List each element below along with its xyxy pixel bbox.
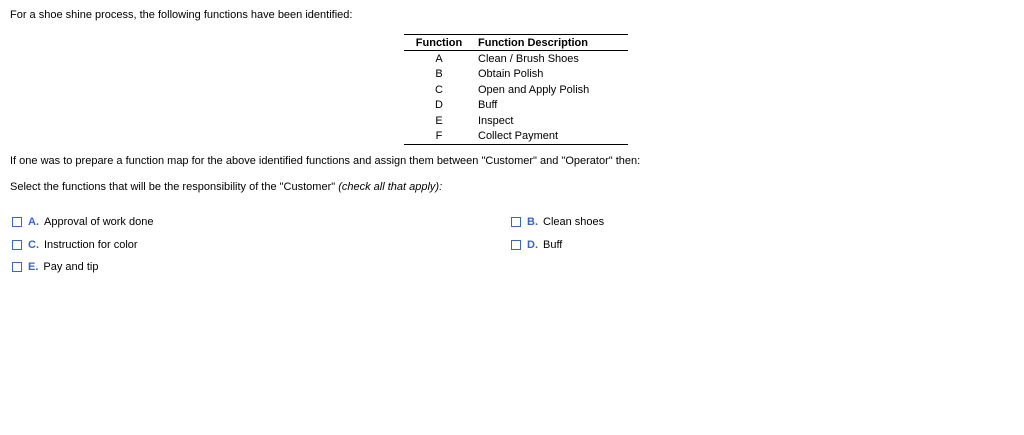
- table-row: [404, 82, 628, 98]
- option-c[interactable]: [12, 239, 138, 251]
- table-row: [404, 129, 628, 145]
- instruction-text: [10, 181, 442, 193]
- option-e[interactable]: [12, 261, 98, 273]
- function-code: B: [435, 68, 443, 81]
- question-prompt: If one was to prepare a function map for the above identified functions and assign them between "Customer" and "Operator" then:: [10, 155, 641, 167]
- checkbox-c[interactable]: [12, 240, 22, 250]
- function-code: F: [435, 130, 443, 143]
- function-description: Obtain Polish: [478, 68, 544, 81]
- function-code: D: [435, 99, 443, 112]
- option-label: Pay and tip: [43, 261, 99, 273]
- table-row: [404, 67, 628, 83]
- table-row: [404, 51, 628, 67]
- function-code: C: [435, 83, 443, 96]
- option-d[interactable]: [511, 239, 562, 251]
- option-label: Buff: [543, 239, 563, 251]
- header-description: Function Description: [478, 36, 588, 49]
- intro-text: For a shoe shine process, the following functions have been identified:: [10, 9, 353, 21]
- function-code: A: [435, 52, 443, 65]
- table-header-row: [404, 35, 628, 51]
- table-row: [404, 98, 628, 114]
- checkbox-a[interactable]: [12, 217, 22, 227]
- header-function: Function: [415, 36, 463, 49]
- option-letter: C.: [28, 239, 39, 251]
- checkbox-e[interactable]: [12, 262, 22, 272]
- function-description: Clean / Brush Shoes: [478, 52, 579, 65]
- instruction-hint: (check all that apply):: [338, 181, 443, 193]
- checkbox-b[interactable]: [511, 217, 521, 227]
- option-label: Instruction for color: [44, 239, 138, 251]
- function-code: E: [435, 114, 443, 127]
- option-letter: D.: [527, 239, 538, 251]
- option-letter: B.: [527, 216, 538, 228]
- option-a[interactable]: [12, 216, 153, 228]
- option-label: Approval of work done: [44, 216, 154, 228]
- function-table: [404, 34, 628, 145]
- table-row: [404, 113, 628, 129]
- function-description: Collect Payment: [478, 130, 559, 143]
- option-letter: A.: [28, 216, 39, 228]
- option-letter: E.: [28, 261, 39, 273]
- function-description: Open and Apply Polish: [478, 83, 590, 96]
- function-description: Inspect: [478, 114, 514, 127]
- option-b[interactable]: [511, 216, 604, 228]
- checkbox-d[interactable]: [511, 240, 521, 250]
- function-description: Buff: [478, 99, 498, 112]
- option-label: Clean shoes: [543, 216, 605, 228]
- instruction-main: Select the functions that will be the responsibility of the "Customer": [10, 181, 336, 193]
